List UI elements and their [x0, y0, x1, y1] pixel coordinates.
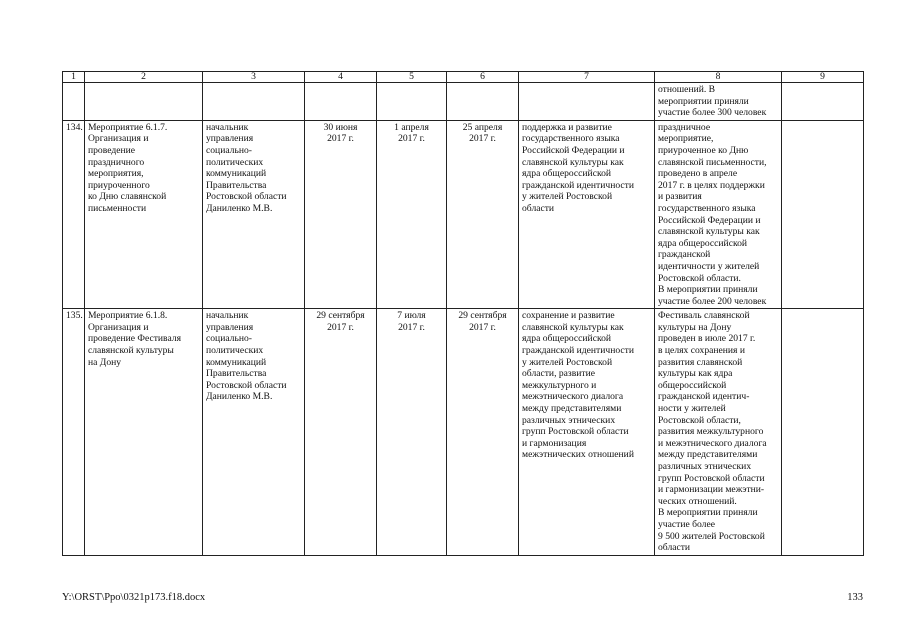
cell-note — [782, 83, 864, 121]
cell-event — [85, 120, 203, 309]
cell-line: Ростовской области, — [658, 414, 741, 426]
cell-line: государственного языка — [658, 202, 756, 214]
cell-line: Даниленко М.В. — [206, 202, 273, 214]
cell-line: приуроченное ко Дню — [658, 144, 749, 156]
cell-line: Организация и — [88, 321, 149, 333]
cell-line: отношений. В — [658, 84, 716, 95]
cell-line: государственного языка — [522, 133, 620, 145]
column-header-8: 8 — [655, 72, 782, 83]
cell-line: мероприятии приняли — [658, 95, 749, 107]
cell-line: социально- — [206, 144, 252, 156]
cell-line: Ростовской области — [206, 379, 287, 391]
cell-line: политических — [206, 345, 264, 357]
cell-line: групп Ростовской области — [658, 472, 765, 484]
cell-line: праздничное — [658, 121, 711, 133]
cell-planned — [305, 120, 377, 309]
cell-line: Российской Федерации и — [522, 144, 625, 156]
cell-planned — [305, 83, 377, 121]
cell-event — [85, 309, 203, 555]
cell-line: начальник — [206, 121, 249, 133]
cell-line: славянской письменности, — [658, 156, 767, 168]
cell-line: и гармонизация — [522, 437, 587, 449]
cell-line: 29 сентября — [316, 310, 365, 322]
cell-line: участие более 300 человек — [658, 107, 767, 119]
cell-start — [377, 83, 447, 121]
cell-result — [655, 120, 782, 309]
cell-line: 25 апреля — [462, 121, 503, 133]
cell-line: Ростовской области. — [658, 272, 741, 284]
column-header-3: 3 — [203, 72, 305, 83]
cell-line: 2017 г. — [469, 133, 496, 145]
column-header-4: 4 — [305, 72, 377, 83]
cell-line: проведено в апреле — [658, 168, 738, 180]
cell-line: праздничного — [88, 156, 145, 168]
cell-line: поддержка и развитие — [522, 121, 612, 133]
cell-line: и гармонизации межэтни- — [658, 484, 765, 496]
cell-line: ядра общероссийской — [658, 237, 748, 249]
column-header-9: 9 — [782, 72, 864, 83]
cell-line: и межэтнического диалога — [658, 437, 767, 449]
cell-line: ядра общероссийской — [522, 168, 612, 180]
cell-line: 9 500 жителей Ростовской — [658, 530, 765, 542]
cell-line: области, развитие — [522, 368, 595, 380]
cell-planned — [305, 309, 377, 555]
cell-line: ко Дню славянской — [88, 191, 167, 203]
cell-line: культуры на Дону — [658, 321, 732, 333]
cell-line: общероссийской — [658, 379, 727, 391]
cell-line: культуры как ядра — [658, 368, 733, 380]
cell-line: социально- — [206, 333, 252, 345]
cell-line: Организация и — [88, 133, 149, 145]
cell-line: славянской культуры как — [522, 156, 624, 168]
cell-start — [377, 120, 447, 309]
cell-line: гражданской идентичности — [522, 179, 634, 191]
cell-line: Фестиваль славянской — [658, 310, 750, 322]
cell-goal — [519, 83, 655, 121]
cell-line: Российской Федерации и — [658, 214, 761, 226]
cell-line: 30 июня — [323, 121, 358, 133]
cell-line: 2017 г. — [469, 321, 496, 333]
cell-line: сохранение и развитие — [522, 310, 615, 322]
cell-line: 2017 г. — [398, 321, 425, 333]
cell-line: проведение Фестиваля — [88, 333, 182, 345]
cell-line: политических — [206, 156, 264, 168]
cell-line: межэтнических отношений — [522, 449, 634, 461]
continuation-row — [63, 83, 864, 121]
column-header-2: 2 — [85, 72, 203, 83]
cell-line: области — [658, 542, 691, 554]
cell-goal — [519, 309, 655, 555]
cell-responsible — [203, 83, 305, 121]
cell-line: славянской культуры как — [522, 321, 624, 333]
cell-num: 134. — [63, 120, 85, 309]
cell-line: идентичности у жителей — [658, 260, 760, 272]
cell-line: В мероприятии приняли — [658, 284, 758, 296]
cell-line: межкультурного и — [522, 379, 597, 391]
cell-line: Мероприятие 6.1.7. — [88, 121, 168, 133]
cell-line: 2017 г. в целях поддержки — [658, 179, 765, 191]
cell-line: гражданской идентич- — [658, 391, 750, 403]
cell-goal — [519, 120, 655, 309]
column-header-1: 1 — [63, 72, 85, 83]
cell-line: мероприятие, — [658, 133, 714, 145]
cell-line: Правительства — [206, 179, 267, 191]
cell-line: 2017 г. — [327, 133, 354, 145]
cell-event — [85, 83, 203, 121]
cell-line: управления — [206, 133, 254, 145]
cell-line: ядра общероссийской — [522, 333, 612, 345]
cell-line: Ростовской области — [206, 191, 287, 203]
cell-line: начальник — [206, 310, 249, 322]
cell-line: у жителей Ростовской — [522, 191, 613, 203]
cell-line: Мероприятие 6.1.8. — [88, 310, 168, 322]
cell-line: письменности — [88, 202, 147, 214]
table-row — [63, 309, 864, 555]
cell-line: проведение — [88, 144, 135, 156]
cell-line: Правительства — [206, 368, 267, 380]
cell-line: гражданской — [658, 249, 711, 261]
page-number: 133 — [847, 592, 863, 603]
cell-line: различных этнических — [658, 461, 752, 472]
cell-line: 29 сентября — [458, 310, 507, 322]
cell-line: управления — [206, 321, 254, 333]
cell-line: на Дону — [88, 356, 122, 368]
cell-note — [782, 120, 864, 309]
column-header-5: 5 — [377, 72, 447, 83]
cell-line: 2017 г. — [398, 133, 425, 145]
cell-line: славянской культуры — [88, 345, 174, 357]
column-header-6: 6 — [447, 72, 519, 83]
cell-end — [447, 120, 519, 309]
cell-line: и развития — [658, 191, 702, 203]
cell-line: 7 июля — [397, 310, 426, 322]
cell-line: коммуникаций — [206, 356, 267, 368]
cell-line: ности у жителей — [658, 403, 726, 415]
cell-line: Даниленко М.В. — [206, 391, 273, 403]
cell-line: В мероприятии приняли — [658, 507, 758, 519]
report-table — [62, 71, 864, 556]
cell-line: мероприятия, — [88, 168, 144, 180]
cell-line: приуроченного — [88, 179, 150, 191]
cell-line: славянской культуры как — [658, 226, 760, 238]
cell-line: у жителей Ростовской — [522, 356, 613, 368]
cell-line: 2017 г. — [327, 321, 354, 333]
cell-line: межэтнического диалога — [522, 391, 624, 403]
cell-line: в целях сохранения и — [658, 345, 745, 357]
cell-start — [377, 309, 447, 555]
cell-num: 135. — [63, 309, 85, 555]
cell-end — [447, 83, 519, 121]
cell-line: участие более 200 человек — [658, 295, 767, 307]
cell-note — [782, 309, 864, 555]
cell-line: между представителями — [522, 403, 622, 415]
footer-file-path: Y:\ORST\Ppo\0321p173.f18.docx — [62, 592, 206, 603]
column-header-7: 7 — [519, 72, 655, 83]
cell-line: 1 апреля — [394, 121, 429, 133]
cell-line: развития славянской — [658, 356, 743, 368]
cell-line: групп Ростовской области — [522, 426, 629, 438]
cell-responsible — [203, 309, 305, 555]
cell-line: развития межкультурного — [658, 426, 764, 438]
cell-result — [655, 83, 782, 121]
cell-line: проведен в июле 2017 г. — [658, 333, 756, 345]
cell-num — [63, 83, 85, 121]
cell-end — [447, 309, 519, 555]
cell-responsible — [203, 120, 305, 309]
cell-result — [655, 309, 782, 555]
header-row — [63, 72, 864, 83]
cell-line: гражданской идентичности — [522, 345, 634, 357]
cell-line: участие более — [658, 518, 715, 530]
cell-line: области — [522, 202, 555, 214]
cell-line: различных этнических — [522, 414, 616, 426]
table-row — [63, 120, 864, 309]
cell-line: ческих отношений. — [658, 495, 737, 507]
cell-line: коммуникаций — [206, 168, 267, 180]
cell-line: между представителями — [658, 449, 758, 461]
